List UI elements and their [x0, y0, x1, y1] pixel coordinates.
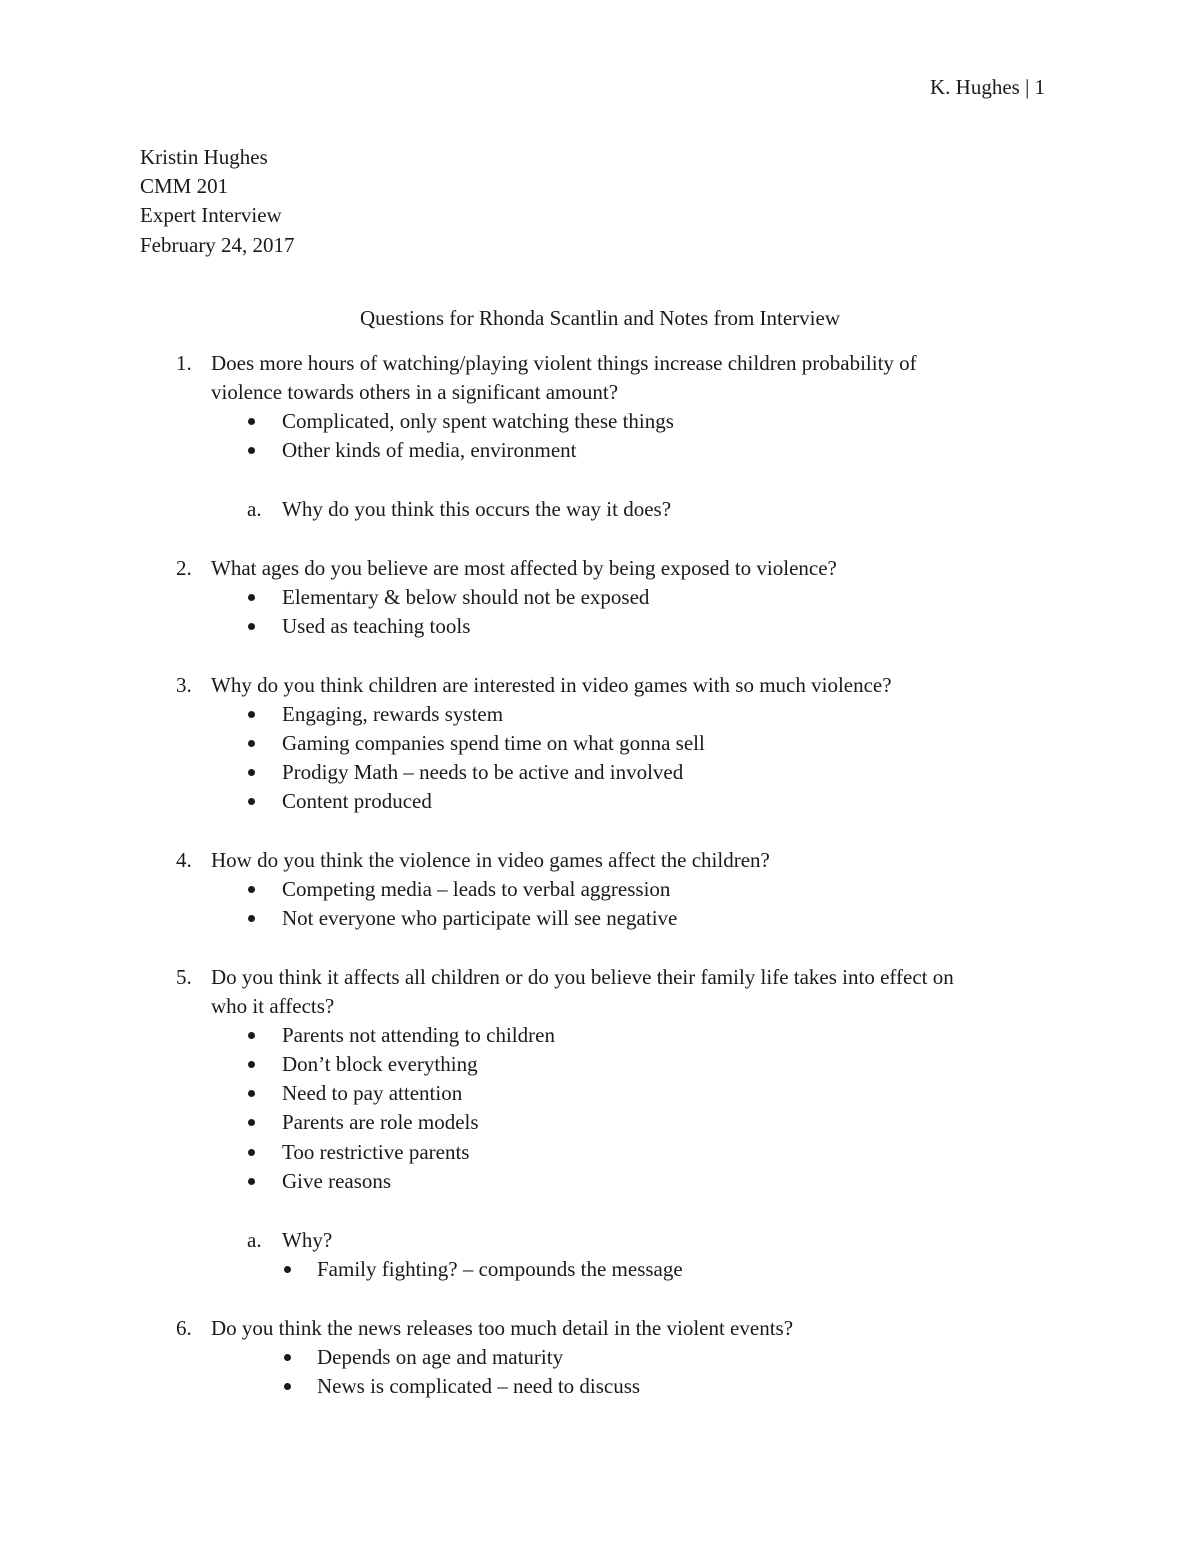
bullet-dot — [248, 886, 255, 893]
note-item: Competing media – leads to verbal aggression — [282, 877, 671, 901]
bullet-dot — [248, 1032, 255, 1039]
bullet-dot — [248, 1178, 255, 1185]
bullet-dot — [248, 798, 255, 805]
question-text-continued: who it affects? — [211, 994, 335, 1018]
note-item: News is complicated – need to discuss — [317, 1374, 641, 1398]
bullet-dot — [248, 1149, 255, 1156]
bullet-dot — [248, 915, 255, 922]
bullet-dot — [248, 711, 255, 718]
bullet-dot — [248, 623, 255, 630]
note-item: Don’t block everything — [282, 1052, 478, 1076]
bullet-dot — [248, 447, 255, 454]
bullet-dot — [284, 1383, 291, 1390]
note-item: Prodigy Math – needs to be active and involved — [282, 760, 684, 784]
note-item: Give reasons — [282, 1169, 392, 1193]
assignment-name: Expert Interview — [140, 203, 282, 227]
document-title: Questions for Rhonda Scantlin and Notes from Interview — [360, 306, 840, 330]
sub-question-letter: a. — [247, 497, 262, 521]
note-item: Too restrictive parents — [282, 1140, 470, 1164]
question-number: 3. — [176, 673, 192, 697]
bullet-dot — [248, 418, 255, 425]
note-item: Depends on age and maturity — [317, 1345, 564, 1369]
question-text: Why do you think children are interested in video games with so much violence? — [211, 673, 892, 697]
note-item: Gaming companies spend time on what gonna sell — [282, 731, 705, 755]
question-number: 4. — [176, 848, 192, 872]
note-item: Parents not attending to children — [282, 1023, 555, 1047]
question-number: 1. — [176, 351, 192, 375]
bullet-dot — [248, 769, 255, 776]
question-number: 2. — [176, 556, 192, 580]
question-text-continued: violence towards others in a significant amount? — [211, 380, 619, 404]
question-text: Do you think it affects all children or do you believe their family life takes into effect on — [211, 965, 954, 989]
question-number: 6. — [176, 1316, 192, 1340]
author-name: Kristin Hughes — [140, 145, 268, 169]
bullet-dot — [248, 1119, 255, 1126]
sub-question-text: Why? — [282, 1228, 333, 1252]
note-item: Not everyone who participate will see negative — [282, 906, 678, 930]
note-item: Engaging, rewards system — [282, 702, 504, 726]
note-item: Used as teaching tools — [282, 614, 471, 638]
question-number: 5. — [176, 965, 192, 989]
sub-question-text: Why do you think this occurs the way it does? — [282, 497, 672, 521]
bullet-dot — [248, 740, 255, 747]
sub-question-letter: a. — [247, 1228, 262, 1252]
bullet-dot — [284, 1266, 291, 1273]
page-header: K. Hughes | 1 — [930, 75, 1046, 99]
question-text: Does more hours of watching/playing violent things increase children probability of — [211, 351, 917, 375]
note-item: Complicated, only spent watching these things — [282, 409, 674, 433]
course-code: CMM 201 — [140, 174, 229, 198]
note-item: Family fighting? – compounds the message — [317, 1257, 683, 1281]
bullet-dot — [248, 1090, 255, 1097]
question-text: What ages do you believe are most affected by being exposed to violence? — [211, 556, 837, 580]
bullet-dot — [248, 594, 255, 601]
note-item: Other kinds of media, environment — [282, 438, 577, 462]
note-item: Content produced — [282, 789, 432, 813]
note-item: Parents are role models — [282, 1110, 479, 1134]
bullet-dot — [284, 1354, 291, 1361]
document-date: February 24, 2017 — [140, 233, 295, 257]
note-item: Need to pay attention — [282, 1081, 463, 1105]
bullet-dot — [248, 1061, 255, 1068]
question-text: Do you think the news releases too much detail in the violent events? — [211, 1316, 794, 1340]
note-item: Elementary & below should not be exposed — [282, 585, 650, 609]
question-text: How do you think the violence in video games affect the children? — [211, 848, 770, 872]
